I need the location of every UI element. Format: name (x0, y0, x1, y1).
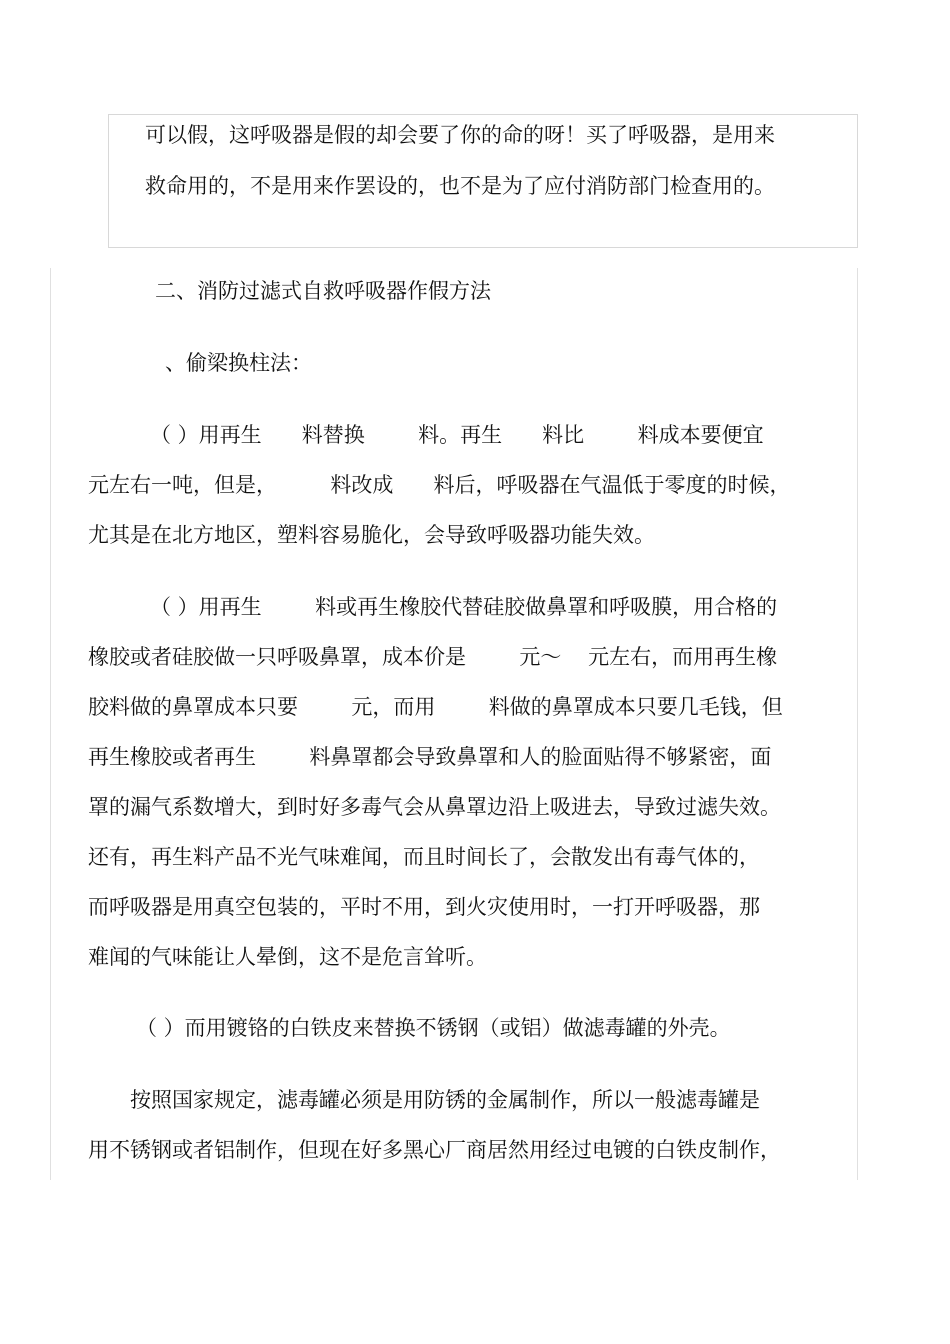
text-line-12: 罩的漏气系数增大，到时好多毒气会从鼻罩边沿上吸进去，导致过滤失效。 (88, 795, 781, 819)
page-frame-left-border (50, 268, 51, 1180)
text-line-16: （ ）而用镀铬的白铁皮来替换不锈钢（或铝）做滤毒罐的外壳。 (136, 1016, 731, 1040)
text-line-6: 元左右一吨，但是， 料改成 料后，呼吸器在气温低于零度的时候， (88, 473, 791, 497)
subsection-heading: 、偷梁换柱法： (165, 351, 312, 375)
text-line-15: 难闻的气味能让人晕倒，这不是危言耸听。 (88, 945, 487, 969)
text-line-9: 橡胶或者硅胶做一只呼吸鼻罩，成本价是 元～ 元左右，而用再生橡 (88, 645, 778, 669)
text-line-17: 按照国家规定，滤毒罐必须是用防锈的金属制作，所以一般滤毒罐是 (130, 1088, 760, 1112)
text-line-2: 救命用的，不是用来作罢设的，也不是为了应付消防部门检查用的。 (145, 174, 775, 198)
section-heading: 二、消防过滤式自救呼吸器作假方法 (155, 279, 491, 303)
text-line-18: 用不锈钢或者铝制作，但现在好多黑心厂商居然用经过电镀的白铁皮制作， (88, 1138, 781, 1162)
text-line-13: 还有，再生料产品不光气味难闻，而且时间长了，会散发出有毒气体的， (88, 845, 760, 869)
text-line-11: 再生橡胶或者再生 料鼻罩都会导致鼻罩和人的脸面贴得不够紧密，面 (88, 745, 772, 769)
text-line-14: 而呼吸器是用真空包装的，平时不用，到火灾使用时，一打开呼吸器，那 (88, 895, 760, 919)
page-frame-right-border (857, 268, 858, 1180)
text-line-8: （ ）用再生 料或再生橡胶代替硅胶做鼻罩和呼吸膜，用合格的 (150, 595, 778, 619)
text-line-1: 可以假，这呼吸器是假的却会要了你的命的呀！买了呼吸器，是用来 (145, 123, 775, 147)
text-line-7: 尤其是在北方地区，塑料容易脆化，会导致呼吸器功能失效。 (88, 523, 655, 547)
text-line-10: 胶料做的鼻罩成本只要 元，而用 料做的鼻罩成本只要几毛钱，但 (88, 695, 783, 719)
text-line-5: （ ）用再生 料替换 料。再生 料比 料成本要便宜 (150, 423, 764, 447)
